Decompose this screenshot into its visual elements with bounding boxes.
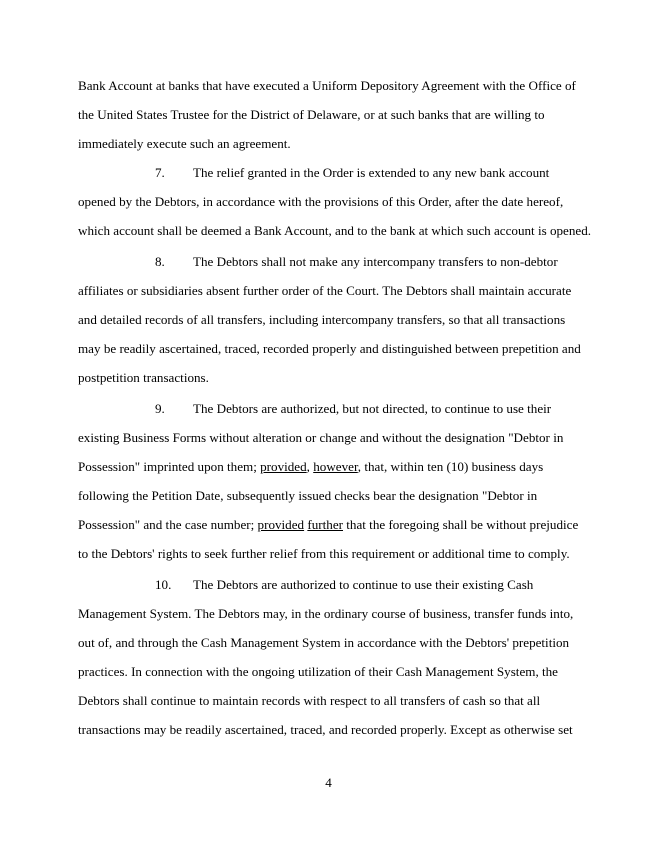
paragraph-line: Bank Account at banks that have executed a Uniform Depository Agreement with the Office of bbox=[78, 78, 576, 93]
paragraph-line: may be readily ascertained, traced, recorded properly and distinguished between prepetition and bbox=[78, 341, 581, 356]
underlined-term-provided: provided bbox=[257, 517, 305, 532]
paragraph-line: following the Petition Date, subsequently issued checks bear the designation "Debtor in bbox=[78, 488, 538, 503]
paragraph-line bbox=[78, 459, 543, 475]
paragraph-line: to the Debtors' rights to seek further relief from this requirement or additional time to comply. bbox=[78, 546, 570, 561]
paragraph-number: 9. bbox=[155, 401, 165, 416]
paragraph-number: 8. bbox=[155, 254, 165, 269]
page-number: 4 bbox=[325, 775, 332, 790]
paragraph-line: immediately execute such an agreement. bbox=[78, 136, 291, 151]
paragraph-line: The relief granted in the Order is extended to any new bank account bbox=[193, 165, 550, 180]
paragraph-line: Debtors shall continue to maintain records with respect to all transfers of cash so that all bbox=[78, 693, 541, 708]
text-run: , that, within ten (10) business days bbox=[357, 459, 544, 474]
text-run: that the foregoing shall be without prejudice bbox=[343, 517, 579, 532]
paragraph-line: and detailed records of all transfers, including intercompany transfers, so that all transactions bbox=[78, 312, 566, 327]
text-run: Possession" and the case number; bbox=[78, 517, 258, 532]
paragraph-number: 7. bbox=[155, 165, 165, 180]
paragraph-line: opened by the Debtors, in accordance with the provisions of this Order, after the date hereof, bbox=[78, 194, 564, 209]
paragraph-number: 10. bbox=[155, 577, 172, 592]
paragraph-line: transactions may be readily ascertained, traced, and recorded properly. Except as otherwise set bbox=[78, 722, 573, 737]
underlined-term-further: further bbox=[307, 517, 343, 532]
paragraph-line: Management System. The Debtors may, in the ordinary course of business, transfer funds into, bbox=[78, 606, 574, 621]
paragraph-line: the United States Trustee for the District of Delaware, or at such banks that are willing to bbox=[78, 107, 545, 122]
underlined-term-however: however bbox=[313, 459, 358, 474]
paragraph-line: The Debtors are authorized, but not directed, to continue to use their bbox=[193, 401, 552, 416]
paragraph-line: The Debtors are authorized to continue to use their existing Cash bbox=[193, 577, 534, 592]
paragraph-line: existing Business Forms without alteration or change and without the designation "Debtor in bbox=[78, 430, 564, 445]
paragraph-line: affiliates or subsidiaries absent further order of the Court. The Debtors shall maintain accurate bbox=[78, 283, 572, 298]
paragraph-line bbox=[78, 517, 578, 533]
paragraph-line: which account shall be deemed a Bank Account, and to the bank at which such account is opened. bbox=[78, 223, 592, 238]
paragraph-line: out of, and through the Cash Management System in accordance with the Debtors' prepetition bbox=[78, 635, 570, 650]
text-run: , bbox=[306, 459, 314, 474]
paragraph-line: The Debtors shall not make any intercompany transfers to non-debtor bbox=[193, 254, 558, 269]
text-run: Possession" imprinted upon them; bbox=[78, 459, 261, 474]
paragraph-line: postpetition transactions. bbox=[78, 370, 209, 385]
underlined-term-provided: provided bbox=[260, 459, 307, 474]
paragraph-line: practices. In connection with the ongoing utilization of their Cash Management System, the bbox=[78, 664, 558, 679]
